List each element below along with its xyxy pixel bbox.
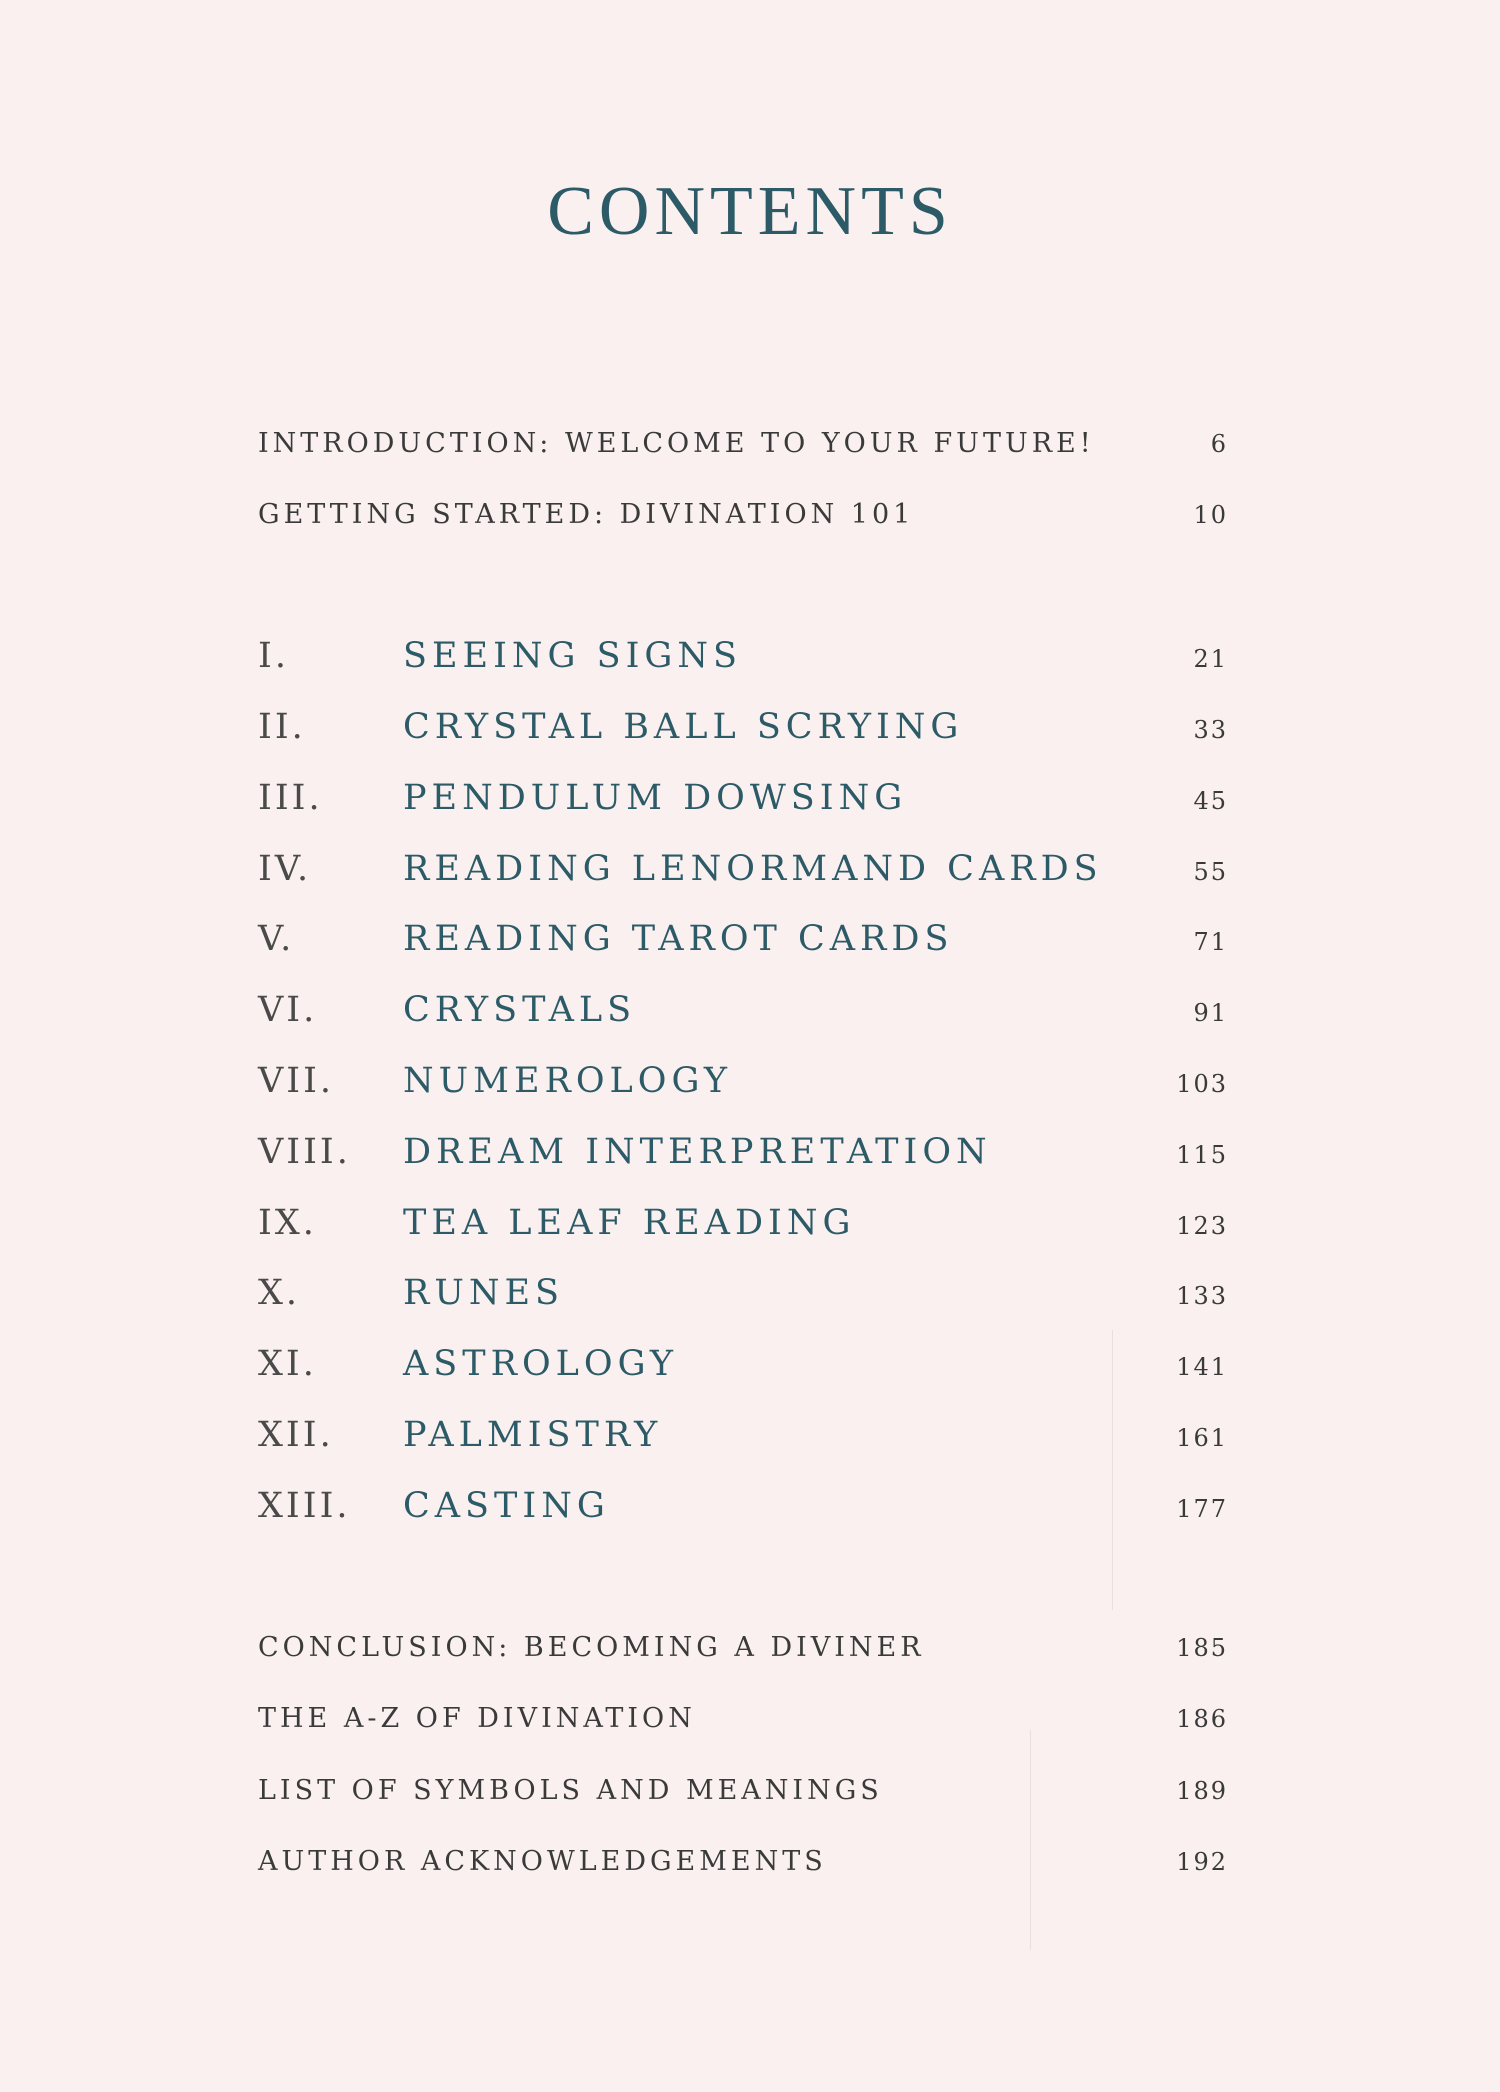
chapter-title: READING LENORMAND CARDS [403,849,1103,889]
toc-chapter-7[interactable] [258,1061,1228,1111]
chapter-numeral: VIII. [258,1132,351,1172]
chapter-page: 133 [1176,1282,1228,1310]
chapter-page: 21 [1193,645,1228,673]
toc-entry-conclusion[interactable] [258,1632,1228,1682]
chapter-numeral: IX. [258,1203,317,1243]
toc-entry-page: 186 [1176,1705,1228,1733]
chapter-numeral: VI. [258,990,318,1030]
chapter-numeral: IV. [258,849,312,889]
toc-chapter-1[interactable] [258,636,1228,686]
chapter-page: 103 [1176,1070,1228,1098]
chapter-title: ASTROLOGY [403,1344,679,1384]
chapter-title: NUMEROLOGY [403,1061,732,1101]
toc-entry-label: INTRODUCTION: WELCOME TO YOUR FUTURE! [258,428,1095,459]
toc-entry-getting-started[interactable] [258,499,1228,549]
toc-entry-acknowledgements[interactable] [258,1846,1228,1896]
toc-chapter-11[interactable] [258,1344,1228,1394]
toc-chapter-12[interactable] [258,1415,1228,1465]
chapter-title: DREAM INTERPRETATION [403,1132,992,1172]
toc-entry-label: THE A-Z OF DIVINATION [258,1703,696,1734]
paper-crease [1030,1730,1031,1950]
chapter-page: 161 [1176,1424,1228,1452]
toc-entry-label: AUTHOR ACKNOWLEDGEMENTS [258,1846,827,1877]
toc-entry-a-z[interactable] [258,1703,1228,1753]
chapter-page: 91 [1193,999,1228,1027]
toc-chapter-2[interactable] [258,707,1228,757]
chapter-numeral: V. [258,919,295,959]
toc-entry-page: 10 [1193,501,1228,529]
toc-chapter-5[interactable] [258,919,1228,969]
chapter-title: CASTING [403,1486,610,1526]
toc-entry-symbols[interactable] [258,1775,1228,1825]
toc-entry-page: 192 [1176,1848,1228,1876]
chapter-title: TEA LEAF READING [403,1203,856,1243]
chapter-numeral: I. [258,636,289,676]
chapter-title: RUNES [403,1273,565,1313]
chapter-title: SEEING SIGNS [403,636,742,676]
chapter-title: CRYSTALS [403,990,637,1030]
chapter-numeral: XIII. [258,1486,351,1526]
chapter-page: 177 [1176,1495,1228,1523]
toc-entry-page: 189 [1176,1777,1228,1805]
page-title: CONTENTS [547,173,953,250]
chapter-page: 123 [1176,1212,1228,1240]
toc-chapter-6[interactable] [258,990,1228,1040]
toc-chapter-9[interactable] [258,1203,1228,1253]
chapter-numeral: III. [258,778,323,818]
chapter-numeral: XI. [258,1344,317,1384]
chapter-page: 45 [1193,787,1228,815]
chapter-title: PALMISTRY [403,1415,663,1455]
chapter-title: CRYSTAL BALL SCRYING [403,707,964,747]
chapter-page: 55 [1193,858,1228,886]
chapter-page: 71 [1193,928,1228,956]
chapter-title: READING TAROT CARDS [403,919,954,959]
paper-crease [1112,1330,1113,1610]
toc-entry-page: 6 [1210,430,1228,458]
toc-chapter-10[interactable] [258,1273,1228,1323]
toc-entry-label: GETTING STARTED: DIVINATION 101 [258,499,915,530]
toc-entry-label: LIST OF SYMBOLS AND MEANINGS [258,1775,883,1806]
chapter-page: 115 [1176,1141,1228,1169]
toc-chapter-3[interactable] [258,778,1228,828]
chapter-page: 33 [1193,716,1228,744]
toc-chapter-4[interactable] [258,849,1228,899]
chapter-numeral: VII. [258,1061,335,1101]
toc-chapter-13[interactable] [258,1486,1228,1536]
toc-entry-introduction[interactable] [258,428,1228,478]
chapter-title: PENDULUM DOWSING [403,778,908,818]
toc-entry-label: CONCLUSION: BECOMING A DIVINER [258,1632,925,1663]
chapter-numeral: XII. [258,1415,334,1455]
chapter-numeral: II. [258,707,306,747]
chapter-page: 141 [1176,1353,1228,1381]
chapter-numeral: X. [258,1273,301,1313]
toc-entry-page: 185 [1176,1634,1228,1662]
toc-chapter-8[interactable] [258,1132,1228,1182]
